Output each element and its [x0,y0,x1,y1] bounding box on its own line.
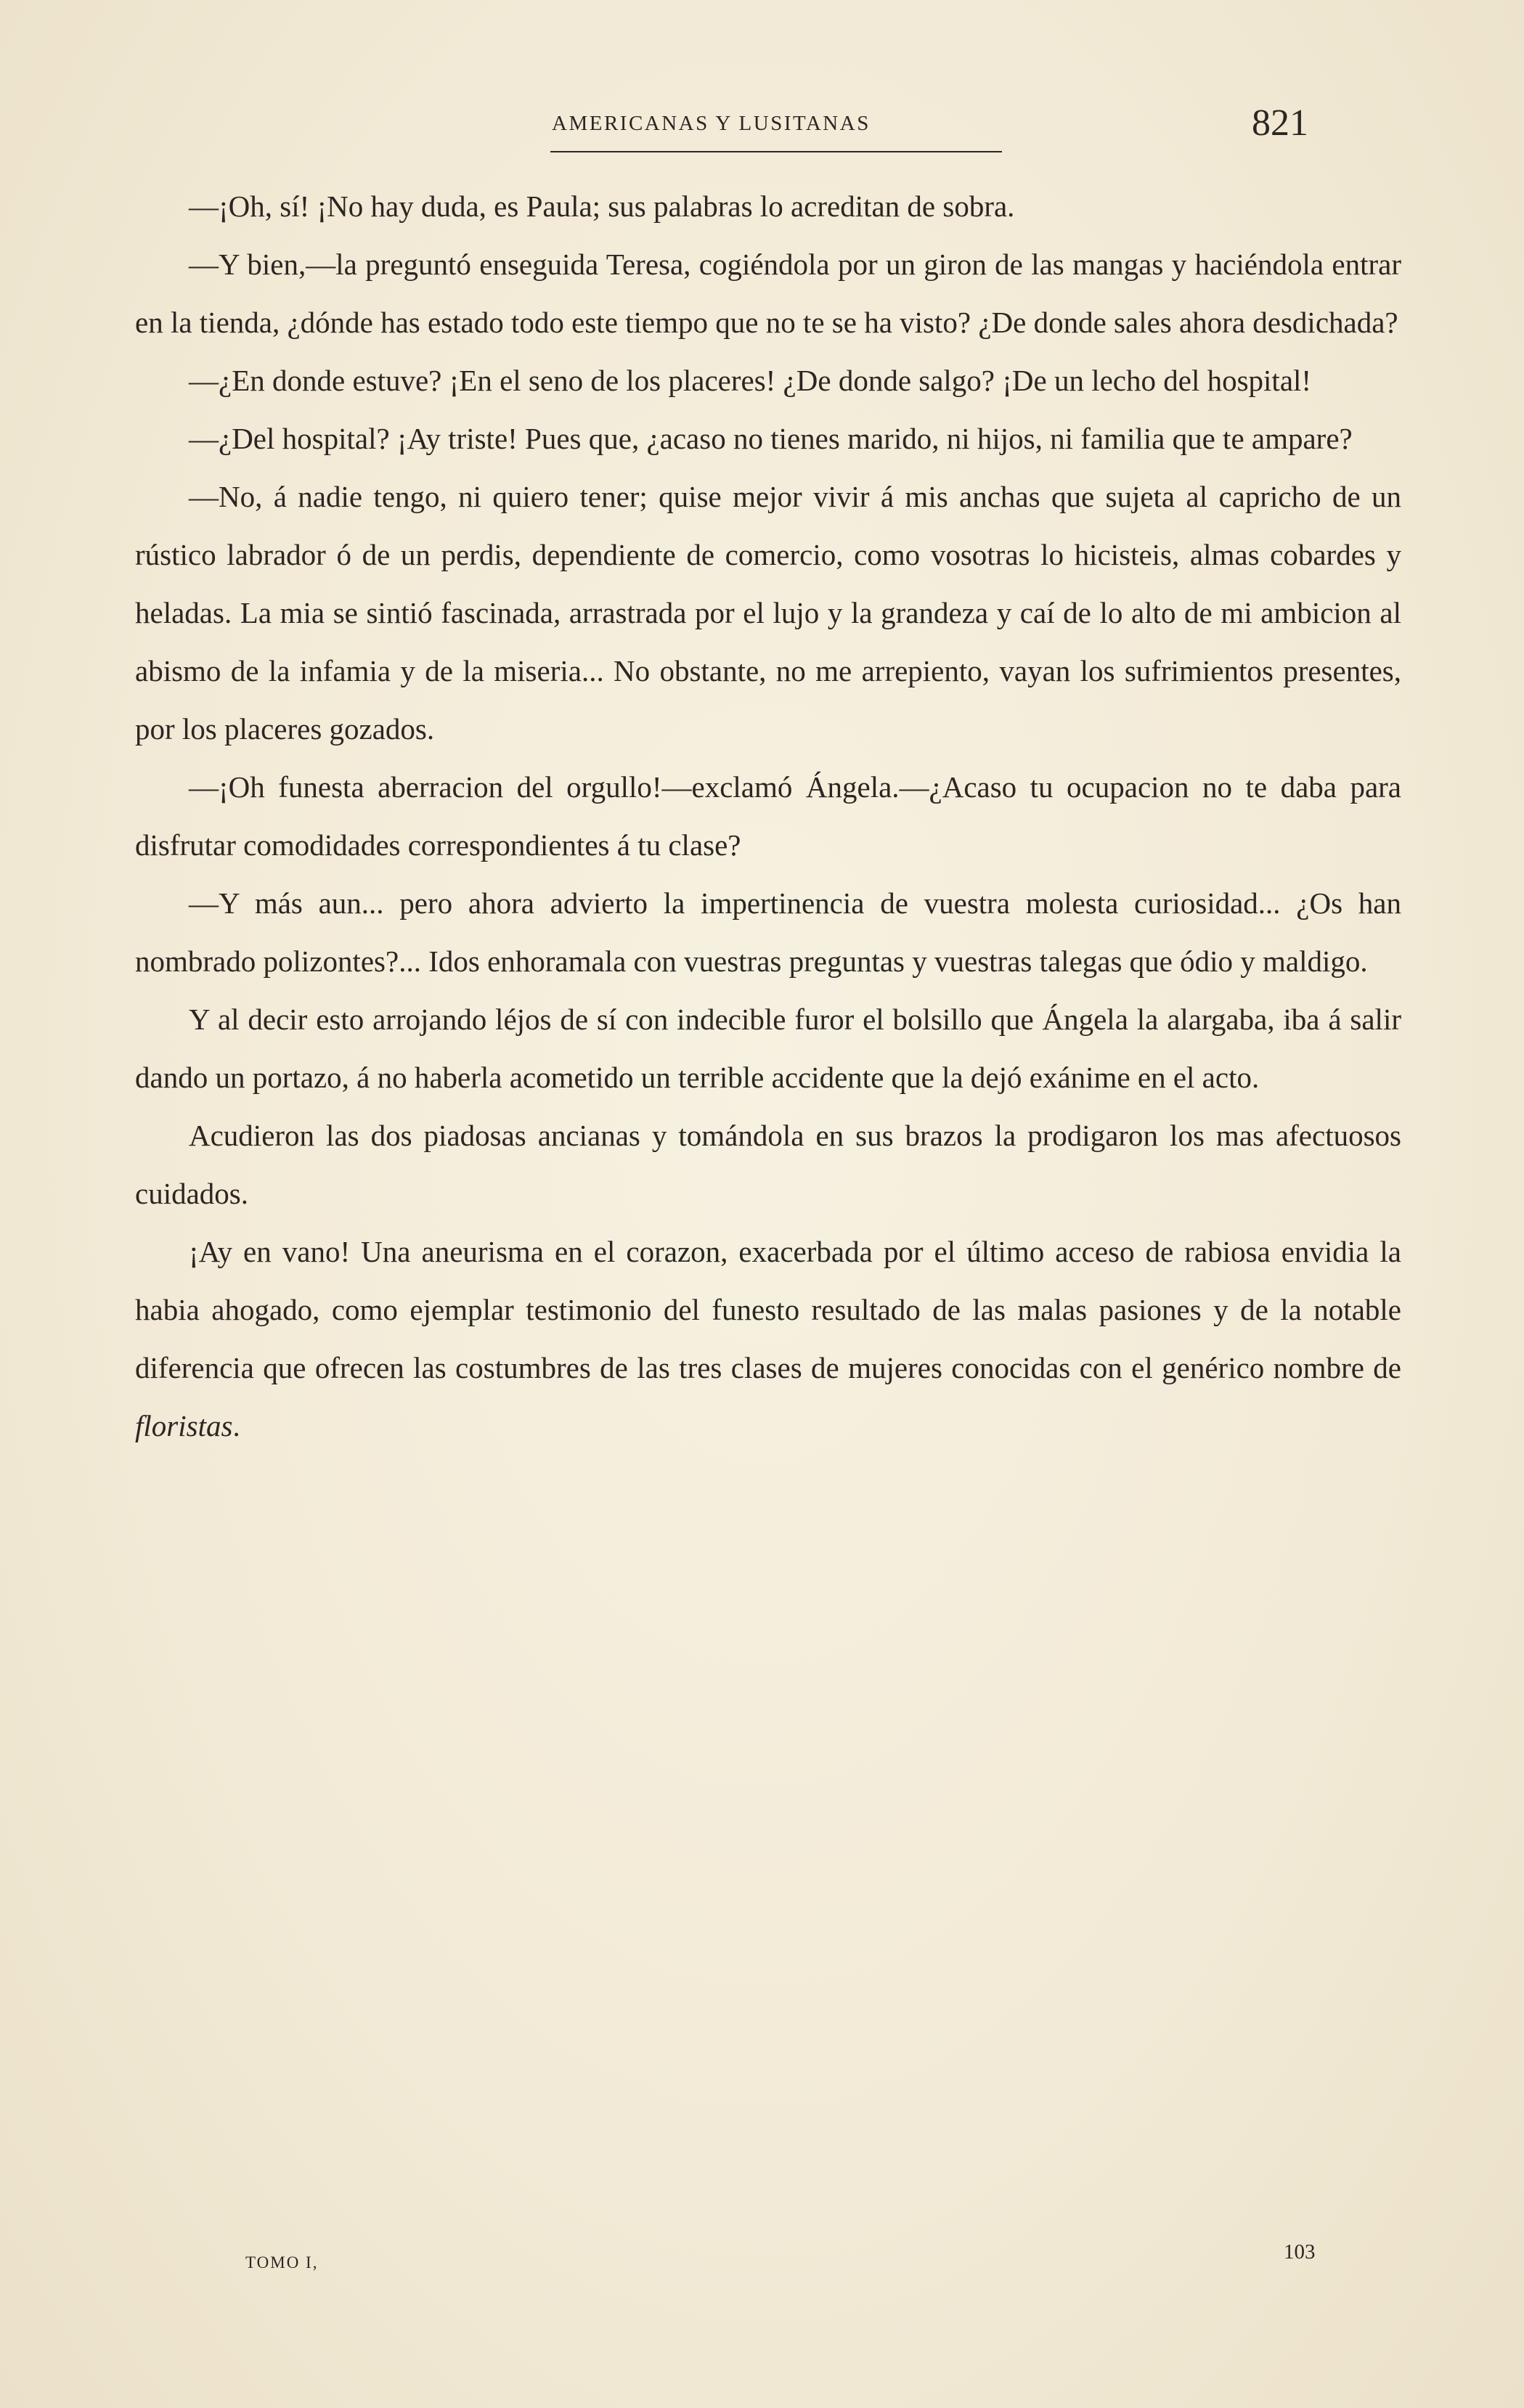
paragraph: —¿En donde estuve? ¡En el seno de los placeres! ¿De donde salgo? ¡De un lecho del hospital! [189,364,1312,397]
running-head [0,102,1524,152]
paragraph: —Y más aun... pero ahora advierto la impertinencia de vuestra molesta curiosidad... ¿Os han nombrado polizontes?... Idos enhoramala con vuestras preguntas y vuestras talegas que ódio y maldigo. [135,886,1401,978]
paragraph: —No, á nadie tengo, ni quiero tener; quise mejor vivir á mis anchas que sujeta al capricho de un rústico labrador ó de un perdis, dependiente de comercio, como vosotras lo hicisteis, almas cobardes y heladas. La mia se sintió fascinada, arrastrada por el lujo y la grandeza y caí de lo alto de mi ambicion al abismo de la infamia y de la miseria... No obstante, no me arrepiento, vayan los sufrimientos presentes, por los placeres gozados. [135,480,1401,746]
running-title: AMERICANAS Y LUSITANAS [552,112,871,135]
body-text [135,177,1401,1455]
paragraph: —¡Oh, sí! ¡No hay duda, es Paula; sus palabras lo acreditan de sobra. [189,189,1015,223]
header-rule [550,151,1002,152]
paragraph: —Y bien,—la preguntó enseguida Teresa, cogiéndola por un giron de las mangas y haciéndola entrar en la tienda, ¿dónde has estado todo este tiempo que no te se ha visto? ¿De donde sales ahora desdichada? [135,248,1401,339]
italic-term: floristas [135,1409,233,1442]
final-period: . [232,1409,240,1442]
final-paragraph-text: ¡Ay en vano! Una aneurisma en el corazon, exacerbada por el último acceso de rabiosa envidia la habia ahogado, como ejemplar testimonio del funesto resultado de las malas pasiones y de la notable diferencia que ofrecen las costumbres de las tres clases de mujeres conocidas con el genérico nombre de [135,1235,1401,1384]
volume-mark: TOMO I, [245,2253,319,2272]
paragraph: —¡Oh funesta aberracion del orgullo!—exclamó Ángela.—¿Acaso tu ocupacion no te daba para disfrutar comodidades correspondientes á tu clase? [135,770,1401,862]
final-paragraph [135,1223,1401,1455]
paragraph: Y al decir esto arrojando léjos de sí con indecible furor el bolsillo que Ángela la alargaba, iba á salir dando un portazo, á no haberla acometido un terrible accidente que la dejó exánime en el acto. [135,1003,1401,1094]
paragraph: Acudieron las dos piadosas ancianas y tomándola en sus brazos la prodigaron los mas afectuosos cuidados. [135,1119,1401,1210]
page-number: 821 [1252,102,1308,144]
paragraph: —¿Del hospital? ¡Ay triste! Pues que, ¿acaso no tienes marido, ni hijos, ni familia que te ampare? [189,422,1353,455]
signature-mark: 103 [1284,2240,1316,2264]
